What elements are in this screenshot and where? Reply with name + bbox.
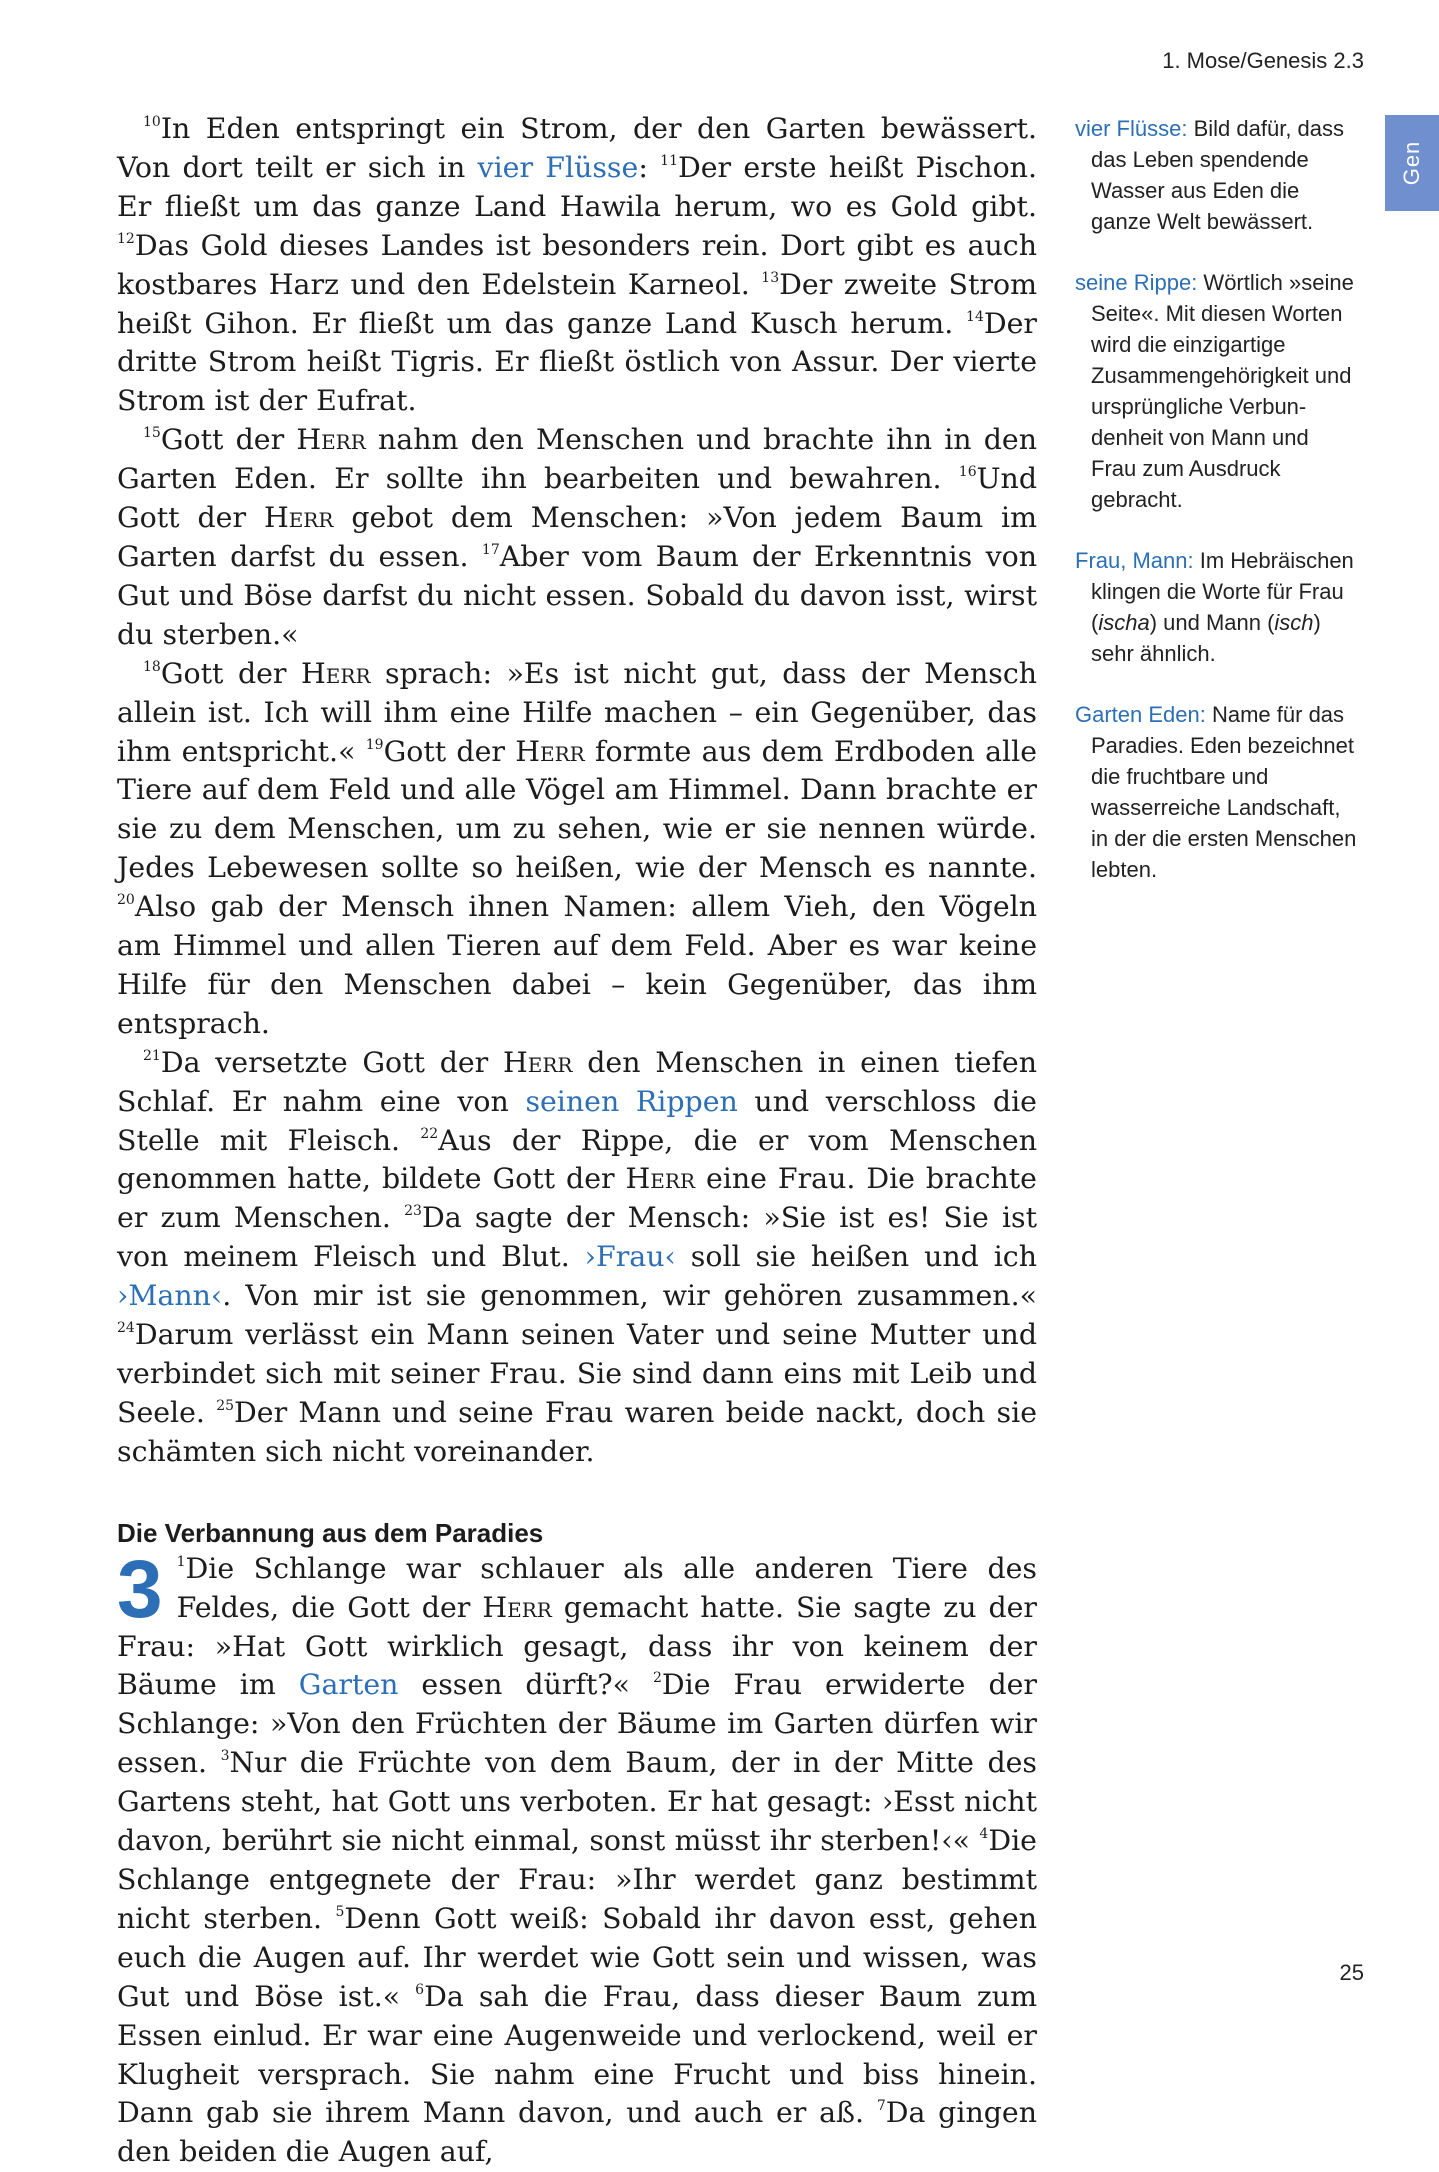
glossary-text: ) sehr ähnlich. — [1091, 610, 1321, 666]
glossary-text: ) und Mann ( — [1149, 610, 1275, 635]
verse-text: Aber vom Baum der Erkenntnis von Gut und Böse darfst du nicht essen. Sobald du davon isst, wirst du sterben.« — [117, 539, 1037, 651]
verse-number: 18 — [143, 658, 161, 675]
verse-number: 21 — [143, 1047, 161, 1064]
verse-text: Der Mann und seine Frau waren beide nackt, doch sie schämten sich nicht voreinander. — [117, 1395, 1037, 1468]
verse-text: Die Frau erwiderte der Schlange: »Von den Früchten der Bäume im Garten dürfen wir essen. — [117, 1668, 1037, 1780]
verse-number: 20 — [117, 892, 135, 909]
divine-name: Herr — [625, 1162, 696, 1196]
glossary-text: Im Hebräischen klingen die Worte für Frau ( — [1091, 548, 1354, 635]
verse-text: den Menschen in einen tiefen Schlaf. Er nahm eine von — [117, 1045, 1037, 1118]
verse-number: 25 — [216, 1397, 235, 1414]
glossary-text: Name für das Paradies. Eden bezeichnet die fruchtbare und wasserreiche Landschaft, in der die ersten Menschen lebten. — [1091, 702, 1357, 882]
glossary-link-frau[interactable]: ›Frau‹ — [584, 1240, 676, 1274]
verse-text: Also gab der Mensch ihnen Namen: allem Vieh, den Vögeln am Himmel und allen Tieren auf dem Feld. Aber es war keine Hilfe für den Menschen dabei – kein Gegenüber, das ihm entsprach. — [117, 890, 1037, 1040]
divine-name: Herr — [263, 501, 334, 535]
verse-text: Der erste heißt Pischon. Er fließt um das ganze Land Hawila herum, wo es Gold gibt. — [117, 150, 1037, 223]
hebrew-word: ischa — [1098, 610, 1150, 635]
verse-text: Das Gold dieses Landes ist besonders rein. Dort gibt es auch kostbares Harz und den Edelstein Karneol. — [117, 228, 1037, 301]
divine-name: Herr — [482, 1590, 552, 1624]
book-tab-label: Gen — [1399, 140, 1424, 186]
verse-text: gebot dem Menschen: »Von jedem Baum im Garten darfst du essen. — [117, 501, 1037, 573]
glossary-text: Bild dafür, dass das Leben spendende Wasser aus Eden die ganze Welt bewässert. — [1091, 116, 1345, 234]
glossary-term: seine Rippe: — [1075, 270, 1198, 295]
verse-text: Der zweite Strom heißt Gihon. Er fließt um das ganze Land Kusch herum. — [117, 267, 1037, 340]
chapter-number: 3 — [117, 1543, 163, 1635]
verse-text: Gott der — [160, 656, 302, 690]
verse-text: Gott der — [383, 734, 516, 768]
verse-text: Gott der — [160, 423, 297, 457]
verse-number: 14 — [966, 308, 984, 325]
verse-number: 3 — [220, 1748, 230, 1765]
divine-name: Herr — [503, 1045, 573, 1079]
verse-number: 7 — [876, 2098, 886, 2115]
verse-text: gemacht hatte. Sie sagte zu der Frau: »Hat Gott wirklich gesagt, dass ihr von keinem der Bäume im — [117, 1590, 1038, 1702]
verse-text: nahm den Menschen und brachte ihn in den Garten Eden. Er sollte ihn bearbeiten und bewahren. — [117, 423, 1037, 496]
verse-number: 2 — [652, 1670, 662, 1687]
glossary-sidebar — [1075, 113, 1360, 915]
verse-number: 24 — [117, 1320, 135, 1337]
verse-text: formte aus dem Erdboden alle Tiere auf dem Feld und alle Vögel am Himmel. Dann brachte er sie zu dem Menschen, um zu sehen, wie er sie nennen würde. Jedes Lebewesen sollte so heißen, wie der Mensch es nannte. — [117, 734, 1038, 885]
glossary-note-rib — [1075, 267, 1360, 515]
verse-number: 23 — [404, 1203, 422, 1220]
verse-text: Da sagte der Mensch: »Sie ist es! Sie ist von meinem Fleisch und Blut. — [117, 1201, 1038, 1274]
paragraph-verses-21-25 — [117, 1044, 1037, 1472]
verse-text: Aus der Rippe, die er vom Menschen genommen hatte, bildete Gott der — [117, 1123, 1037, 1196]
verse-text: Darum verlässt ein Mann seinen Vater und seine Mutter und verbindet sich mit seiner Frau. Sie sind dann eins mit Leib und Seele. — [117, 1318, 1037, 1429]
verse-number: 15 — [143, 425, 161, 442]
verse-number: 13 — [761, 269, 780, 286]
verse-text: essen dürft?« — [398, 1668, 653, 1702]
divine-name: Herr — [301, 656, 371, 690]
page-number: 25 — [1339, 1960, 1364, 1985]
verse-text: sprach: »Es ist nicht gut, dass der Mensch allein ist. Ich will ihm eine Hilfe machen – ein Gegenüber, das ihm entspricht.« — [117, 656, 1037, 768]
divine-name: Herr — [515, 734, 585, 768]
running-head: 1. Mose/Genesis 2.3 — [1162, 48, 1364, 73]
verse-text: In Eden entspringt ein Strom, der den Garten bewässert. Von dort teilt er sich in — [117, 112, 1037, 184]
paragraph-verses-10-14 — [117, 110, 1037, 421]
verse-text: Da versetzte Gott der — [160, 1045, 504, 1079]
verse-number: 17 — [481, 541, 500, 558]
glossary-note-woman-man — [1075, 545, 1360, 669]
verse-text: Da gingen den beiden die Augen auf, — [117, 2096, 1037, 2169]
verse-number: 10 — [143, 114, 161, 130]
glossary-link-rivers[interactable]: vier Flüsse — [477, 150, 639, 184]
verse-number: 19 — [365, 736, 384, 753]
section-heading: Die Verbannung aus dem Paradies — [117, 1517, 544, 1548]
verse-text: Der dritte Strom heißt Tigris. Er fließt östlich von Assur. Der vierte Strom ist der Eufrat. — [117, 306, 1037, 418]
verse-text: eine Frau. Die brachte er zum Menschen. — [117, 1162, 1037, 1235]
book-tab[interactable] — [1385, 115, 1439, 211]
verse-text: . Von mir ist sie genommen, wir gehören zusammen.« — [222, 1279, 1037, 1313]
hebrew-word: isch — [1274, 610, 1314, 635]
verse-number: 11 — [660, 152, 678, 169]
glossary-note-rivers — [1075, 113, 1360, 237]
main-text — [117, 110, 1037, 2172]
paragraph-verses-18-20 — [117, 655, 1037, 1044]
verse-text: : — [638, 150, 661, 184]
paragraph-verses-15-17 — [117, 421, 1037, 654]
divine-name: Herr — [296, 423, 366, 457]
verse-text: Denn Gott weiß: Sobald ihr davon esst, gehen euch die Augen auf. Ihr werdet wie Gott sein und wissen, was Gut und Böse ist.« — [117, 1901, 1037, 2013]
verse-number: 16 — [958, 464, 977, 481]
verse-number: 12 — [117, 230, 135, 247]
verse-text: Die Schlange war schlauer als alle anderen Tiere des Feldes, die Gott der — [176, 1551, 1037, 1624]
glossary-link-mann[interactable]: ›Mann‹ — [117, 1279, 223, 1313]
paragraph-chapter-3 — [117, 1543, 1038, 2172]
verse-text: und verschloss die Stelle mit Fleisch. — [117, 1084, 1037, 1157]
verse-number: 4 — [979, 1826, 989, 1843]
verse-text: Die Schlange entgegnete der Frau: »Ihr werdet ganz bestimmt nicht sterben. — [117, 1824, 1037, 1935]
glossary-term: vier Flüsse: — [1075, 116, 1188, 141]
verse-text: Nur die Früchte von dem Baum, der in der Mitte des Gartens steht, hat Gott uns verboten. Er hat gesagt: ›Esst nicht davon, berührt sie nicht einmal, sonst müsst ihr sterben!‹« — [117, 1746, 1038, 1858]
verse-number: 5 — [335, 1903, 345, 1920]
verse-number: 1 — [176, 1553, 186, 1570]
glossary-term: Garten Eden: — [1075, 702, 1206, 727]
verse-text: Und Gott der — [117, 462, 1037, 535]
glossary-term: Frau, Mann: — [1075, 548, 1194, 573]
verse-number: 6 — [415, 1981, 425, 1998]
verse-number: 22 — [420, 1125, 439, 1142]
glossary-link-ribs[interactable]: seinen Rippen — [525, 1084, 738, 1118]
glossary-text: Wörtlich »seine Seite«. Mit diesen Worten wird die einzigartige Zusammengehörigkeit und ursprüngliche Verbundenheit von Mann und Frau zum Ausdruck gebracht. — [1091, 270, 1354, 512]
verse-text: soll sie heißen und ich — [675, 1240, 1037, 1274]
glossary-link-garden[interactable]: Garten — [298, 1668, 399, 1702]
verse-text: Da sah die Frau, dass dieser Baum zum Essen einlud. Er war eine Augenweide und verlockend, weil er Klugheit versprach. Sie nahm eine Frucht und biss hinein. Dann gab sie ihrem Mann davon, und auch er aß. — [117, 1979, 1037, 2130]
glossary-note-eden — [1075, 699, 1360, 885]
